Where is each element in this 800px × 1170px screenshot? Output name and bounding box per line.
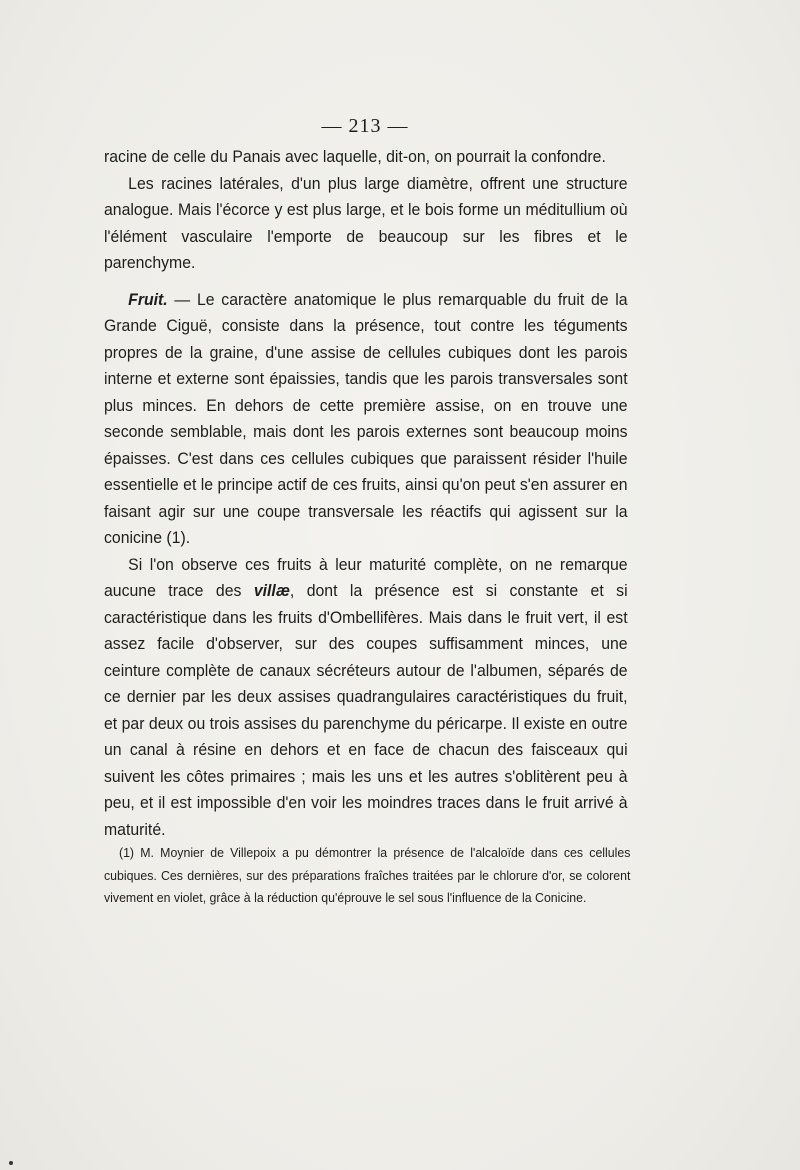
footnote-text: (1) M. Moynier de Villepoix a pu démontrer la présence de l'alcaloïde dans ces cellules cubiques. Ces dernières, sur des préparations fraîches traitées par le chlorure d'or, se colorent vivement en violet, grâce à la réduction qu'éprouve le sel sous l'influence de la Conicine. [104, 845, 631, 905]
paragraph-4 [104, 552, 628, 844]
paragraph-2: Les racines latérales, d'un plus large diamètre, offrent une structure analogue. Mais l'écorce y est plus large, et le bois forme un méditullium où l'élément vasculaire l'emporte de beaucoup sur les fibres et le parenchyme. [104, 173, 628, 272]
paragraph-fruit [104, 287, 628, 552]
paragraph-4-before: Si l'on observe ces fruits à leur maturité complète, on ne remarque aucune trace des [104, 554, 628, 600]
body-text [104, 144, 628, 843]
fruit-heading: Fruit. [128, 289, 168, 309]
fruit-text: — Le caractère anatomique le plus remarquable du fruit de la Grande Ciguë, consiste dans la présence, tout contre les téguments propres de la graine, d'une assise de cellules cubiques dont les parois interne et externe sont épaissies, tandis que les parois transversales sont plus minces. En dehors de cette première assise, on en trouve une seconde semblable, mais dont les parois externes sont beaucoup moins épaisses. C'est dans ces cellules cubiques que paraissent résider l'huile essentielle et le principe actif de ces fruits, ainsi qu'on peut s'en assurer en faisant agir sur une coupe transversale les réactifs qui agissent sur la conicine (1). [104, 289, 628, 547]
page-number: — 213 — [321, 115, 409, 137]
paragraph-1: racine de celle du Panais avec laquelle, dit-on, on pourrait la confondre. [104, 147, 606, 166]
paper-speck [9, 1161, 13, 1165]
paragraph-4-after: , dont la présence est si constante et si caractéristique dans les fruits d'Ombellifères. Mais dans le fruit vert, il est assez facile d'observer, sur des coupes suffisamment minces, une ceinture complète de canaux sécréteurs autour de l'albumen, séparés de ce dernier par les deux assises quadrangulaires caractéristiques du fruit, et par deux ou trois assises du parenchyme du péricarpe. Il existe en outre un canal à résine en dehors et en face de chacun des faisceaux qui suivent les côtes primaires ; mais les uns et les autres s'oblitèrent peu à peu, et il est impossible d'en voir les moindres traces dans le fruit arrivé à maturité. [104, 581, 628, 839]
footnote [104, 842, 630, 910]
villae-term: villæ [253, 581, 290, 600]
